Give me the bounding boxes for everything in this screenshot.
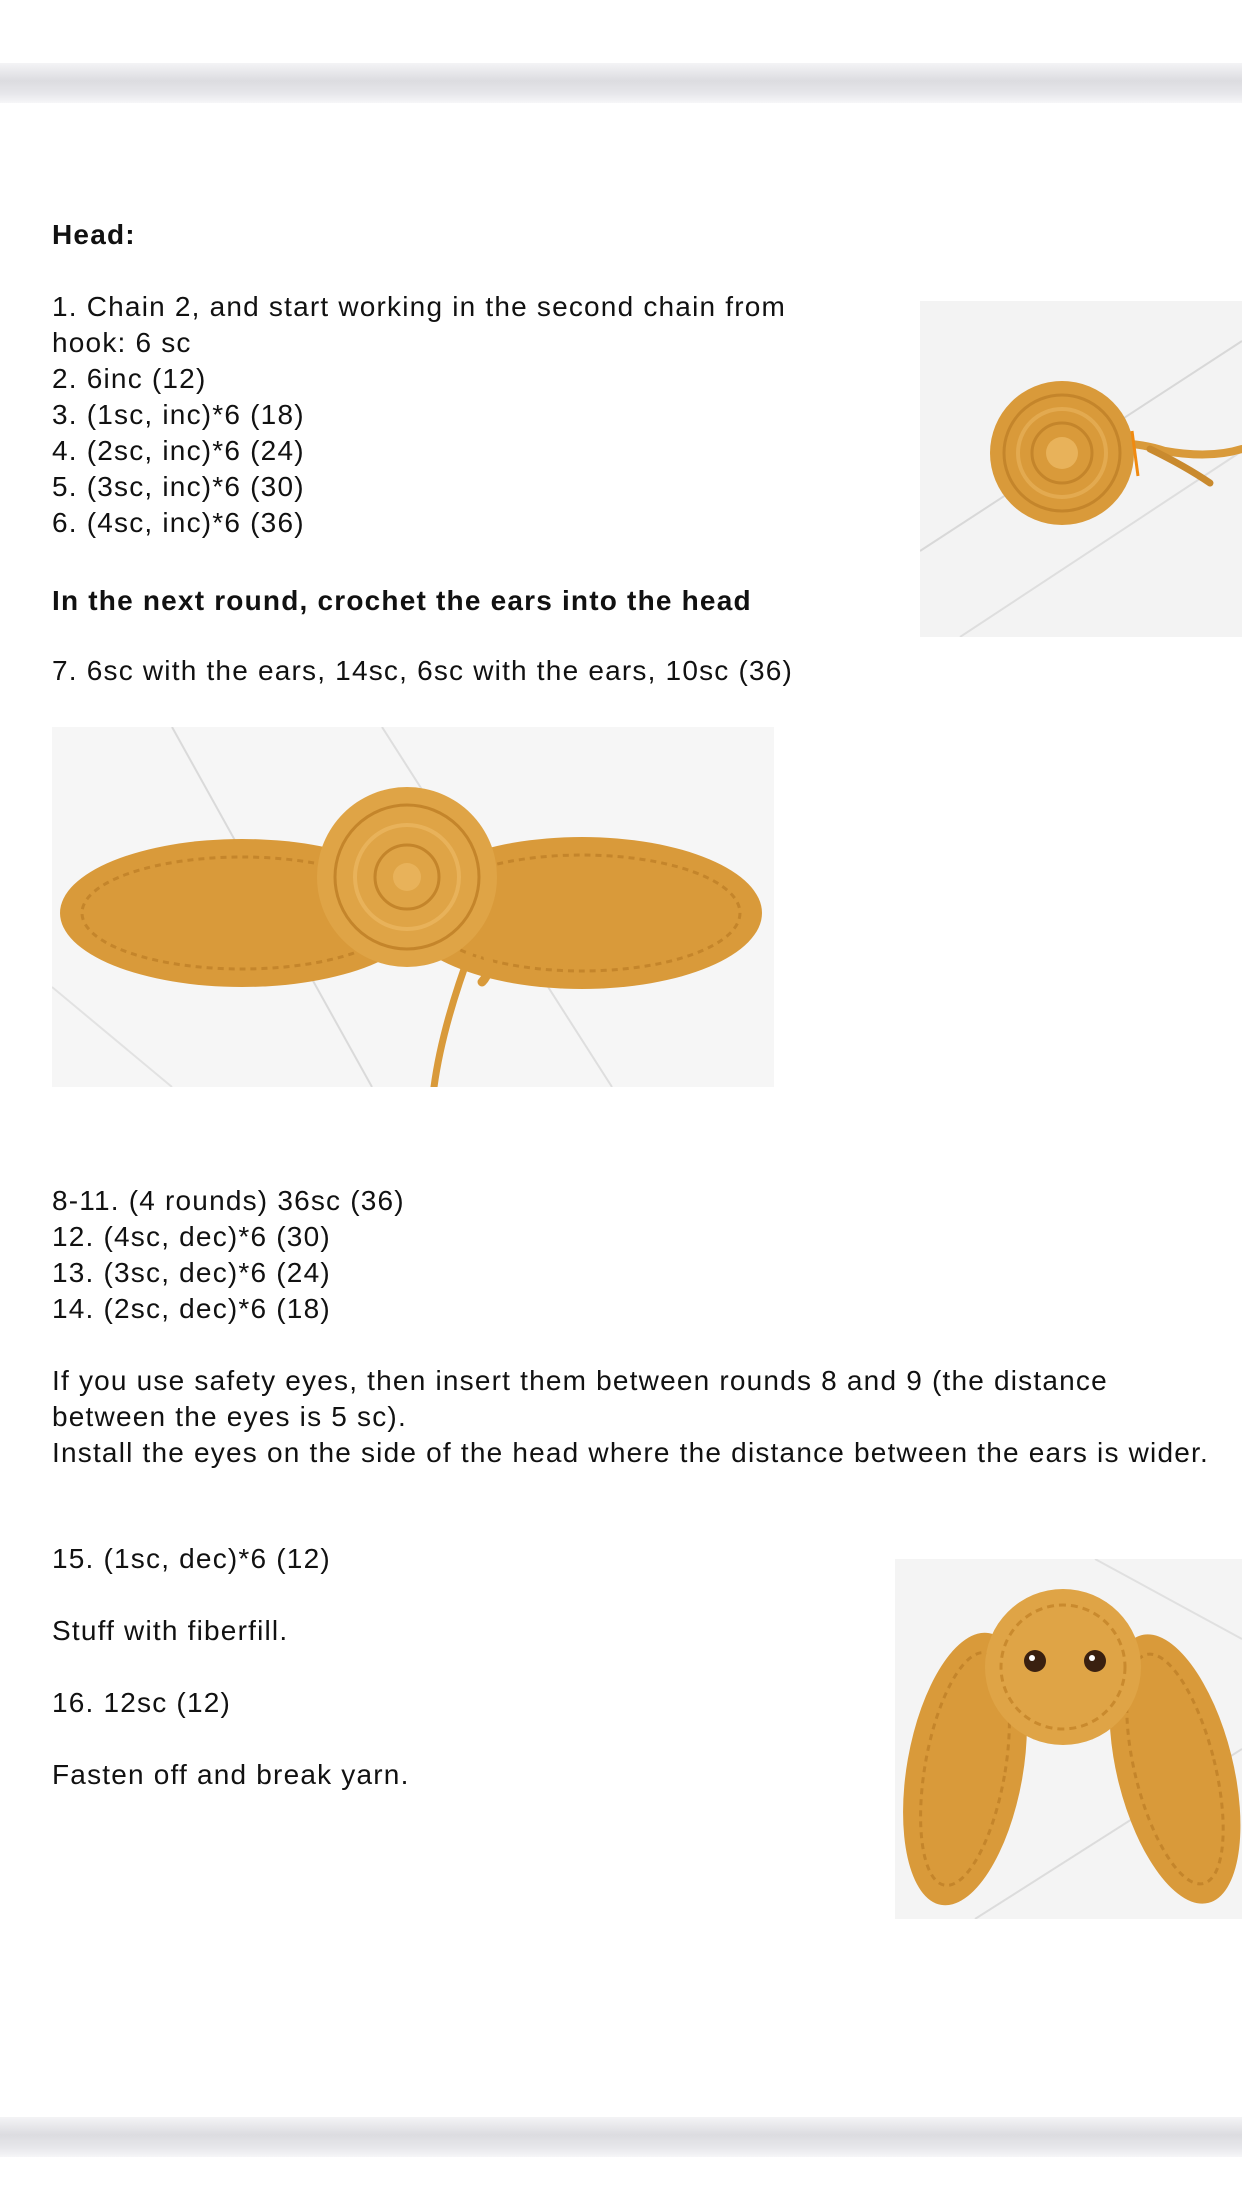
round-line: hook: 6 sc <box>52 327 192 358</box>
bunny-head-photo <box>895 1559 1242 1919</box>
round-line: 6. (4sc, inc)*6 (36) <box>52 507 305 538</box>
round-line: 15. (1sc, dec)*6 (12) <box>52 1543 331 1574</box>
yarn-circle-photo <box>920 301 1242 637</box>
round-line: 16. 12sc (12) <box>52 1687 232 1718</box>
viewer-top-bar <box>0 63 1242 103</box>
stuff-note: Stuff with fiberfill. <box>52 1615 289 1646</box>
round-line: 14. (2sc, dec)*6 (18) <box>52 1293 331 1324</box>
head-with-ears-photo <box>52 727 774 1087</box>
round-line: 7. 6sc with the ears, 14sc, 6sc with the ears, 10sc (36) <box>52 655 794 686</box>
heading-head: Head: <box>52 219 136 250</box>
ears-note: In the next round, crochet the ears into the head <box>52 585 752 616</box>
round-line: 8-11. (4 rounds) 36sc (36) <box>52 1185 405 1216</box>
document-page[interactable] <box>0 103 1242 2117</box>
fasten-note: Fasten off and break yarn. <box>52 1759 410 1790</box>
round-line: 5. (3sc, inc)*6 (30) <box>52 471 305 502</box>
round-line: 13. (3sc, dec)*6 (24) <box>52 1257 331 1288</box>
viewer-bottom-bar <box>0 2117 1242 2157</box>
eyes-placement-note: Install the eyes on the side of the head where the distance between the ears is wider. <box>52 1437 1209 1468</box>
round-line: 1. Chain 2, and start working in the second chain from <box>52 291 787 322</box>
round-line: 4. (2sc, inc)*6 (24) <box>52 435 305 466</box>
round-line: 2. 6inc (12) <box>52 363 207 394</box>
round-line: 3. (1sc, inc)*6 (18) <box>52 399 305 430</box>
eyes-note: If you use safety eyes, then insert them between rounds 8 and 9 (the distance between the eyes is 5 sc). <box>52 1365 1108 1432</box>
round-line: 12. (4sc, dec)*6 (30) <box>52 1221 331 1252</box>
